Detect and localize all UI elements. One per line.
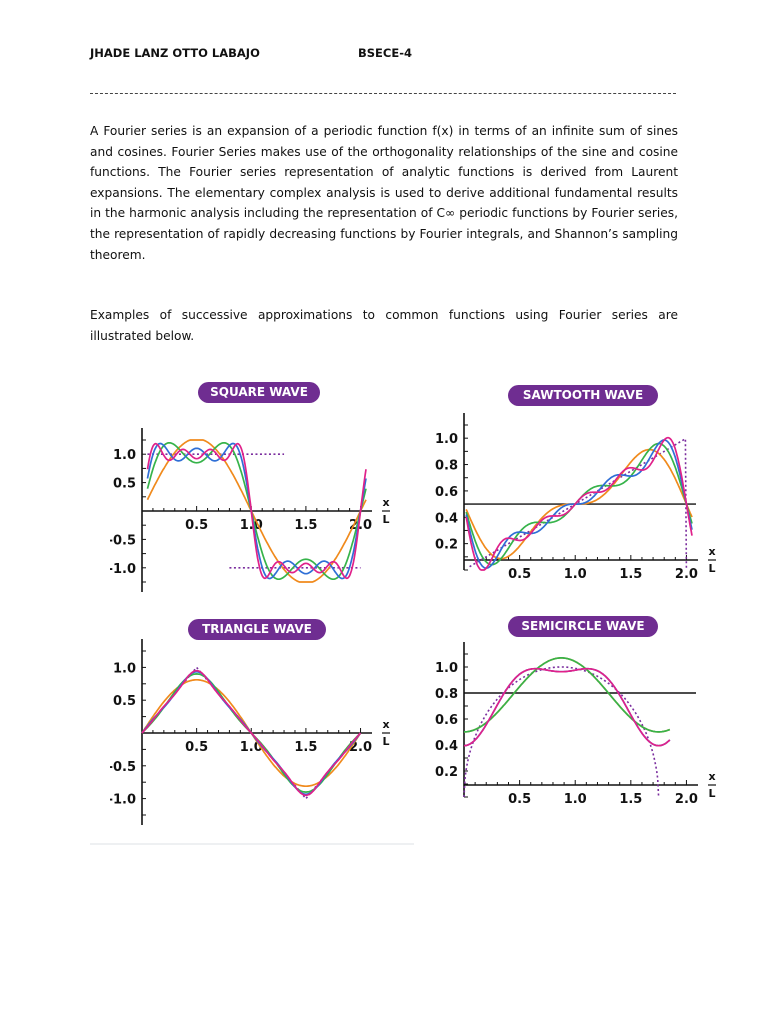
examples-paragraph: Examples of successive approximations to common functions using Fourier series are illustrated below.: [90, 308, 678, 343]
intro-paragraph: A Fourier series is an expansion of a periodic function f(x) in terms of an infinite sum of sines and cosines. Fourier Series makes use of the orthogonality relationships of the sine and cosine functions. The Fourier series representation of analytic functions is derived from Laurent expansions. The elementary complex analysis is used to derive additional fundamental results in the harmonic analysis including the representation of C∞ periodic functions by Fourier series, the representation of rapidly decreasing functions by Fourier integrals, and Shannon’s sampling theorem.: [90, 124, 678, 262]
x-unit-label-top: x: [708, 545, 716, 558]
x-tick-label: 1.5: [619, 792, 643, 807]
x-tick-label: 1.5: [294, 518, 318, 533]
y-tick-label: 0.5: [112, 476, 136, 492]
fourier-partial-sum-2-terms: [464, 658, 670, 732]
x-unit-label-bottom: L: [708, 562, 716, 575]
y-tick-label: 0.5: [112, 694, 136, 710]
x-tick-label: 2.0: [349, 518, 373, 533]
x-tick-label: 1.5: [294, 740, 318, 755]
x-tick-label: 1.0: [239, 740, 263, 755]
x-unit-label-bottom: L: [382, 735, 390, 748]
y-tick-label: -1.0: [110, 792, 136, 808]
x-tick-label: 0.5: [508, 792, 532, 807]
y-tick-label: 0.6: [434, 484, 458, 500]
y-tick-label: 0.8: [434, 687, 458, 702]
footer-divider: [90, 843, 414, 845]
y-tick-label: 1.0: [434, 432, 458, 448]
y-tick-label: 0.2: [434, 765, 458, 780]
x-tick-label: 1.0: [239, 518, 263, 533]
triangle-wave-figure: [110, 615, 420, 825]
fourier-partial-sum-3-terms: [464, 658, 670, 732]
square-wave-figure: [110, 378, 420, 593]
x-tick-label: 2.0: [674, 792, 698, 807]
x-tick-label: 2.0: [349, 740, 373, 755]
x-tick-label: 1.0: [563, 567, 587, 582]
chart-title-pill: TRIANGLE WAVE: [188, 619, 326, 640]
fourier-partial-sum-5-terms: [464, 669, 670, 746]
y-tick-label: 0.4: [434, 739, 458, 754]
semicircle-wave-plot: [428, 612, 728, 817]
x-unit-label-top: x: [382, 496, 390, 509]
course-code: BSECE-4: [358, 46, 412, 60]
chart-title-pill: SQUARE WAVE: [198, 382, 320, 403]
dashed-divider: [90, 93, 676, 94]
sawtooth-wave-figure: [428, 380, 728, 590]
x-unit-label-top: x: [708, 770, 716, 783]
y-tick-label: 0.4: [434, 511, 458, 527]
y-tick-label: 1.0: [434, 661, 458, 676]
x-tick-label: 0.5: [185, 518, 209, 533]
y-tick-label: -0.5: [110, 533, 136, 549]
y-tick-label: -1.0: [110, 561, 136, 577]
square-wave-plot: [110, 378, 420, 593]
author-name: JHADE LANZ OTTO LABAJO: [90, 46, 260, 60]
y-tick-label: 1.0: [112, 448, 136, 464]
y-tick-label: 0.6: [434, 713, 458, 728]
semicircle-wave-figure: [428, 612, 728, 817]
x-unit-label-bottom: L: [382, 513, 390, 526]
y-tick-label: 0.2: [434, 537, 458, 553]
sawtooth-wave-plot: [428, 380, 728, 590]
x-unit-label-bottom: L: [708, 787, 716, 800]
x-tick-label: 1.0: [563, 792, 587, 807]
chart-title-pill: SEMICIRCLE WAVE: [508, 616, 658, 637]
x-tick-label: 0.5: [185, 740, 209, 755]
triangle-wave-plot: [110, 615, 420, 825]
x-unit-label-top: x: [382, 718, 390, 731]
fourier-partial-sum-4-terms: [464, 669, 670, 746]
chart-title-pill: SAWTOOTH WAVE: [508, 385, 658, 406]
y-tick-label: -0.5: [110, 759, 136, 775]
document-header: [90, 46, 690, 64]
x-tick-label: 1.5: [619, 567, 643, 582]
y-tick-label: 1.0: [112, 661, 136, 677]
x-tick-label: 2.0: [674, 567, 698, 582]
x-tick-label: 0.5: [508, 567, 532, 582]
y-tick-label: 0.8: [434, 458, 458, 474]
target-function-dotted: [464, 667, 659, 797]
